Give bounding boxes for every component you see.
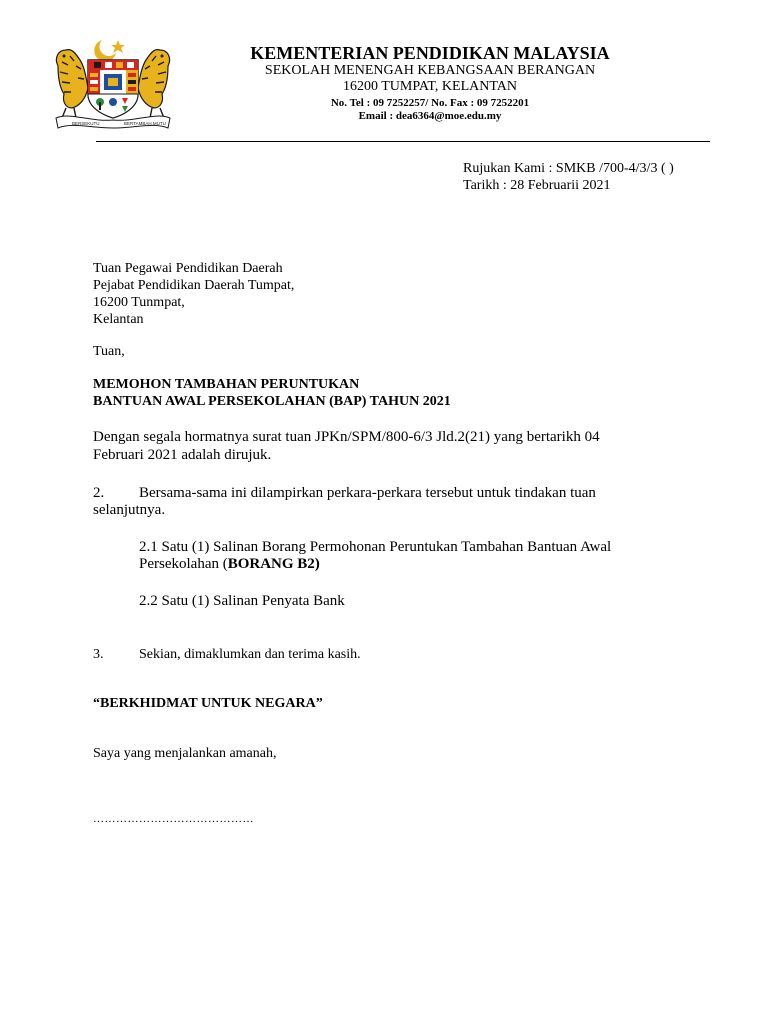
form-name: BORANG B2) [227, 556, 320, 572]
enclosure-item-1: 2.1 Satu (1) Salinan Borang Permohonan Peruntukan Tambahan Bantuan Awal [139, 539, 612, 555]
svg-text:BERTAMBAH MUTU: BERTAMBAH MUTU [124, 121, 166, 126]
salutation: Tuan, [93, 344, 125, 359]
enclosure-item-1-cont [139, 556, 320, 573]
left-tiger-icon [56, 50, 88, 118]
enclosure-item-2: 2.2 Satu (1) Salinan Penyata Bank [139, 593, 345, 609]
letter-date: Tarikh : 28 Februarii 2021 [463, 178, 611, 193]
enclosure-item-1-text: Persekolahan ( [139, 556, 228, 572]
paragraph-2-number: 2. [93, 485, 105, 501]
motto: “BERKHIDMAT UNTUK NEGARA” [93, 696, 323, 711]
signature-line: …………………………………… [93, 813, 254, 825]
paragraph-1-cont: Februari 2021 adalah dirujuk. [93, 447, 272, 463]
paragraph-1: Dengan segala hormatnya surat tuan JPKn/SPM/800-6/3 Jld.2(21) yang bertarikh 04 [93, 429, 600, 445]
closing: Saya yang menjalankan amanah, [93, 746, 277, 761]
school-address: 16200 TUMPAT, KELANTAN [342, 79, 517, 94]
paragraph-2-cont: selanjutnya. [93, 502, 166, 518]
paragraph-3: Sekian, dimaklumkan dan terima kasih. [139, 647, 361, 662]
recipient-line: 16200 Tunmpat, [93, 295, 185, 310]
crescent-star-icon [94, 40, 125, 61]
paragraph-2: Bersama-sama ini dilampirkan perkara-perkara tersebut untuk tindakan tuan [139, 485, 596, 501]
phone-fax: No. Tel : 09 7252257/ No. Fax : 09 7252201 [330, 97, 530, 109]
subject-line: MEMOHON TAMBAHAN PERUNTUKAN [93, 377, 360, 392]
school-name: SEKOLAH MENENGAH KEBANGSAAN BERANGAN [264, 63, 596, 78]
recipient-line: Kelantan [93, 312, 144, 327]
ministry-name: KEMENTERIAN PENDIDIKAN MALAYSIA [250, 43, 610, 63]
subject-line: BANTUAN AWAL PERSEKOLAHAN (BAP) TAHUN 2021 [93, 394, 451, 409]
letterhead-divider [96, 141, 710, 142]
coat-of-arms-logo [50, 36, 176, 130]
email: Email : dea6364@moe.edu.my [358, 110, 502, 122]
recipient-line: Pejabat Pendidikan Daerah Tumpat, [93, 278, 295, 293]
shield-icon [88, 60, 138, 118]
reference-number: Rujukan Kami : SMKB /700-4/3/3 ( ) [463, 161, 674, 176]
svg-text:BERSEKUTU: BERSEKUTU [72, 121, 100, 126]
recipient-line: Tuan Pegawai Pendidikan Daerah [93, 261, 283, 276]
paragraph-3-number: 3. [93, 647, 104, 662]
